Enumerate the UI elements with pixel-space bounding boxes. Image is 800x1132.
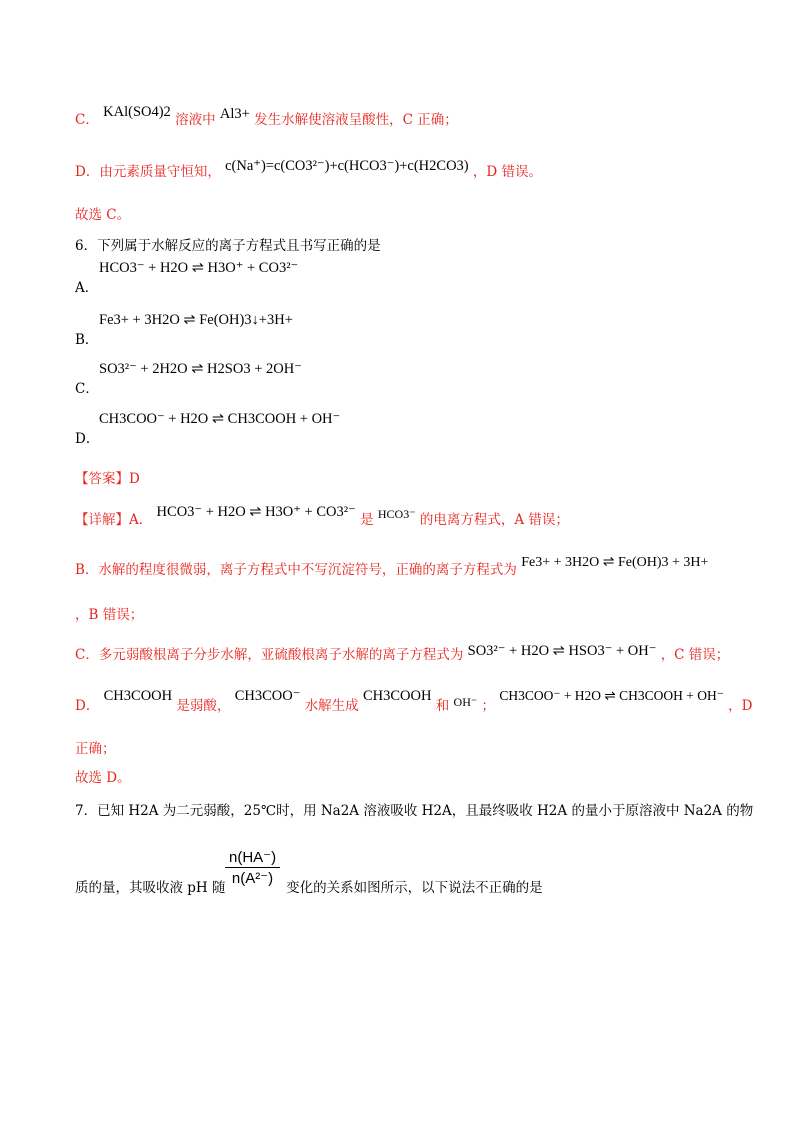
text: 和 <box>435 698 450 714</box>
explanation-d-cont: 正确； <box>75 741 116 757</box>
formula: CH3COOH <box>362 688 432 704</box>
text: 【详解】A． <box>75 512 153 528</box>
fraction-numerator: n(HA⁻) <box>225 848 280 868</box>
text: ，D <box>728 698 753 714</box>
formula: OH⁻ <box>453 695 478 709</box>
formula-al-ion: Al3+ <box>219 106 250 122</box>
text: C．多元弱酸根离子分步水解，亚硫酸根离子水解的离子方程式为 <box>75 647 464 663</box>
text: 的电离方程式，A 错误； <box>419 512 569 528</box>
text: 发生水解使溶液呈酸性，C 正确； <box>254 112 458 128</box>
text: D． <box>75 698 100 714</box>
formula: CH3COOH <box>103 688 173 704</box>
explanation-a-line <box>75 504 740 529</box>
text: D．由元素质量守恒知， <box>75 164 221 180</box>
formula: Fe3+ + 3H2O ⇌ Fe(OH)3↓+3H+ <box>99 312 293 328</box>
option-label: A． <box>75 280 99 296</box>
fraction-ha-over-a <box>225 848 280 887</box>
formula: CH3COO⁻ <box>234 688 301 704</box>
text: ，C 错误； <box>660 647 730 663</box>
explanation-b-end: ，B 错误； <box>75 607 144 623</box>
formula: CH3COO⁻ + H2O ⇌ CH3COOH + OH⁻ <box>499 688 724 703</box>
formula: SO3²⁻ + H2O ⇌ HSO3⁻ + OH⁻ <box>467 643 657 659</box>
explanation-c-line-q6 <box>75 643 740 664</box>
text: 溶液中 <box>175 112 216 128</box>
text: ，D 错误。 <box>472 164 543 180</box>
formula: HCO3⁻ + H2O ⇌ H3O⁺ + CO3²⁻ <box>156 504 356 520</box>
text: 水解生成 <box>304 698 359 714</box>
question-7-stem-line2 <box>75 876 740 896</box>
answer-label: 【答案】D <box>75 471 140 487</box>
fraction-denominator: n(A²⁻) <box>231 870 274 887</box>
formula-kal-so4: KAl(SO4)2 <box>103 104 171 120</box>
option-label: C． <box>75 112 99 128</box>
formula: HCO3⁻ <box>377 507 416 521</box>
text: B．水解的程度很微弱，离子方程式中不写沉淀符号，正确的离子方程式为 <box>75 562 517 578</box>
conclusion-d: 故选 D。 <box>75 770 131 786</box>
formula: CH3COO⁻ + H2O ⇌ CH3COOH + OH⁻ <box>99 411 341 427</box>
conclusion-c: 故选 C。 <box>75 207 131 223</box>
text: 是弱酸， <box>176 698 231 714</box>
option-label: C． <box>75 381 99 397</box>
formula: Fe3+ + 3H2O ⇌ Fe(OH)3 + 3H+ <box>521 555 709 570</box>
text: 变化的关系如图所示，以下说法不正确的是 <box>286 880 543 896</box>
explanation-d-line <box>75 160 740 181</box>
explanation-c-line <box>75 104 740 129</box>
question-6-stem: 6．下列属于水解反应的离子方程式且书写正确的是 <box>75 238 381 254</box>
text: 是 <box>360 512 374 528</box>
option-label: D． <box>75 431 100 447</box>
explanation-d-line-q6 <box>75 688 753 715</box>
text: 质的量，其吸收液 pH 随 <box>75 880 226 896</box>
formula: HCO3⁻ + H2O ⇌ H3O⁺ + CO3²⁻ <box>99 260 299 276</box>
question-7-stem-line1: 7．已知 H2A 为二元弱酸，25℃时，用 Na2A 溶液吸收 H2A，且最终吸收 H2A 的量小于原溶液中 Na2A 的物 <box>75 803 754 819</box>
option-label: B． <box>75 332 99 348</box>
formula-conservation: c(Na⁺)=c(CO3²⁻)+c(HCO3⁻)+c(H2CO3) <box>225 158 469 174</box>
text: ； <box>481 698 496 714</box>
explanation-b-line <box>75 555 740 579</box>
formula: SO3²⁻ + 2H2O ⇌ H2SO3 + 2OH⁻ <box>99 361 302 377</box>
